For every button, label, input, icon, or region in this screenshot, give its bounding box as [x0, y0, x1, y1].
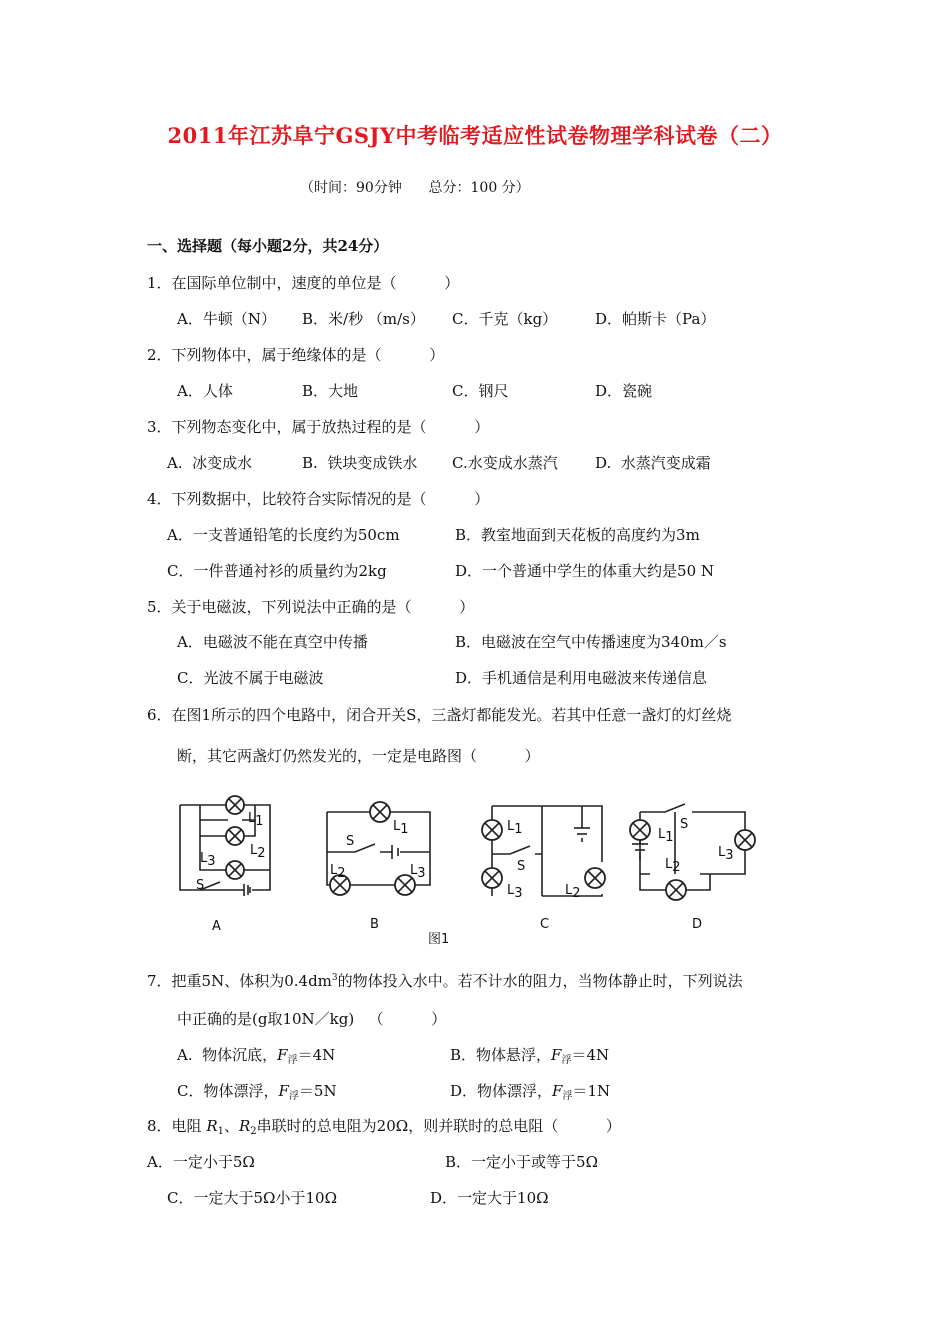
q7-option-c: C．物体漂浮，$F_浮=5N$ [177, 1082, 337, 1102]
circuit-c [482, 806, 605, 932]
q8-option-d: D．一定大于10Ω [430, 1189, 549, 1207]
q5-option-b: B．电磁波在空气中传播速度为340m／s [455, 633, 727, 651]
q7-option-d: D．物体漂浮，$F_浮=1N$ [450, 1082, 611, 1102]
q8-stem: 8．电阻 $R_1$、$R_2$串联时的总电阻为20Ω，则并联时的总电阻（ ） [147, 1117, 621, 1137]
lamp-label: L2 [250, 843, 266, 861]
q1-option-b: B．米/秒 （m/s） [302, 310, 425, 328]
lamp-label: L1 [658, 827, 674, 845]
q3-option-b: B. 铁块变成铁水 [302, 454, 418, 472]
circuit-label-a: A [212, 919, 221, 934]
circuit-label-c: C [540, 917, 550, 932]
q2-option-d: D．瓷碗 [595, 382, 653, 400]
lamp-label: L3 [507, 883, 523, 901]
q4-option-c: C．一件普通衬衫的质量约为2kg [167, 562, 387, 580]
q3-option-c: C.水变成水蒸汽 [452, 454, 558, 472]
q8-option-a: A．一定小于5Ω [147, 1153, 255, 1171]
q1-stem: 1．在国际单位制中，速度的单位是（ ） [147, 274, 460, 292]
switch-label: S [517, 859, 526, 874]
circuit-b [327, 802, 430, 932]
lamp-label: L1 [507, 819, 523, 837]
lamp-label: L2 [565, 883, 581, 901]
q3-stem: 3．下列物态变化中，属于放热过程的是（ ） [147, 418, 490, 436]
circuit-figure [170, 790, 780, 950]
lamp-label: L3 [200, 851, 216, 869]
lamp-label: L1 [248, 811, 264, 829]
lamp-label: L3 [410, 863, 426, 881]
q5-stem: 5．关于电磁波，下列说法中正确的是（ ） [147, 598, 475, 616]
q2-stem: 2．下列物体中，属于绝缘体的是（ ） [147, 346, 445, 364]
q8-option-b: B．一定小于或等于5Ω [445, 1153, 599, 1171]
switch-label: S [196, 878, 205, 893]
lamp-label: L3 [718, 845, 734, 863]
lamp-label: L2 [330, 863, 346, 881]
q1-option-d: D．帕斯卡（Pa） [595, 310, 716, 328]
q4-option-a: A．一支普通铅笔的长度约为50cm [167, 526, 400, 544]
q7-stem-line2: 中正确的是(g取10N／kg) （ ） [177, 1010, 447, 1028]
circuit-a [180, 796, 270, 934]
q2-option-c: C．钢尺 [452, 382, 509, 400]
q2-option-b: B．大地 [302, 382, 359, 400]
section-heading: 一、选择题（每小题2分，共24分） [147, 237, 389, 255]
q5-option-c: C．光波不属于电磁波 [177, 669, 324, 687]
q7-option-a: A. 物体沉底，$F_浮=4N$ [177, 1046, 336, 1066]
q1-option-a: A．牛顿（N） [177, 310, 276, 328]
circuit-label-b: B [370, 917, 379, 932]
switch-label: S [680, 817, 689, 832]
q4-stem: 4．下列数据中，比较符合实际情况的是（ ） [147, 490, 490, 508]
q5-option-d: D．手机通信是利用电磁波来传递信息 [455, 669, 708, 687]
q7-option-b: B．物体悬浮，$F_浮=4N$ [450, 1046, 610, 1066]
q5-option-a: A．电磁波不能在真空中传播 [177, 633, 368, 651]
q4-option-d: D．一个普通中学生的体重大约是50 N [455, 562, 715, 580]
switch-label: S [346, 834, 355, 849]
circuit-d [630, 804, 755, 932]
q8-option-c: C．一定大于5Ω小于10Ω [167, 1189, 337, 1207]
q7-stem-line1: 7．把重5N、体积为$0.4dm^3$的物体投入水中。若不计水的阻力，当物体静止时，下列说法 [147, 972, 743, 990]
q3-option-d: D. 水蒸汽变成霜 [595, 454, 711, 472]
q1-option-c: C．千克（kg） [452, 310, 558, 328]
q6-stem-line2: 断，其它两盏灯仍然发光的，一定是电路图（ ） [177, 747, 540, 765]
q4-option-b: B．教室地面到天花板的高度约为3m [455, 526, 700, 544]
lamp-label: L2 [665, 857, 681, 875]
q6-stem-line1: 6．在图1所示的四个电路中，闭合开关S，三盏灯都能发光。若其中任意一盏灯的灯丝烧 [147, 706, 732, 724]
circuit-label-d: D [692, 917, 703, 932]
q3-option-a: A. 冰变成水 [167, 454, 253, 472]
exam-meta: （时间：90分钟 总分：100 分） [300, 180, 530, 196]
lamp-label: L1 [393, 819, 409, 837]
exam-title: 2011年江苏阜宁GSJY中考临考适应性试卷物理学科试卷（二） [167, 123, 783, 148]
figure-caption: 图1 [428, 932, 450, 947]
q2-option-a: A．人体 [177, 382, 233, 400]
